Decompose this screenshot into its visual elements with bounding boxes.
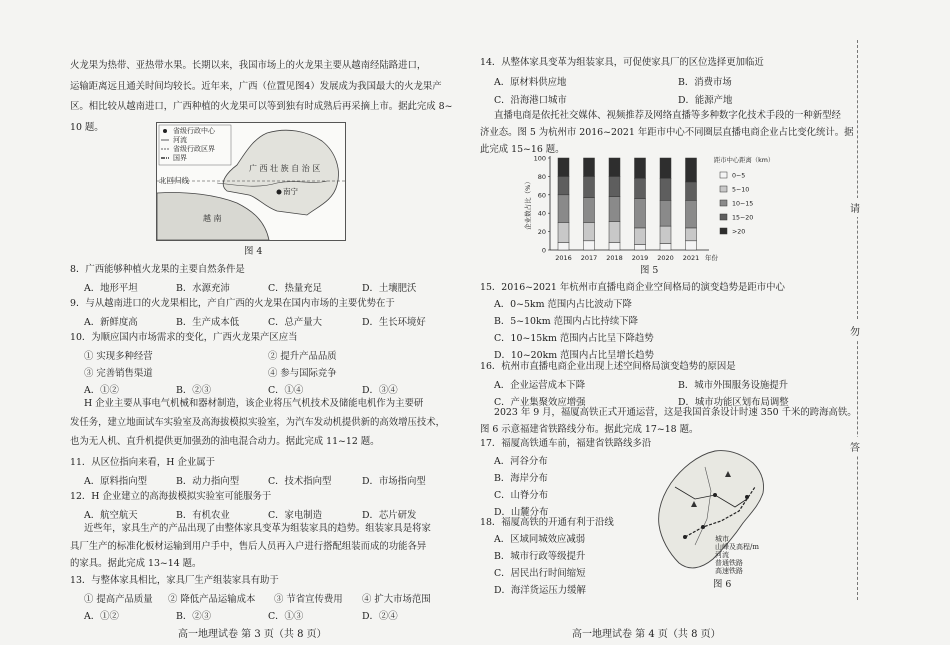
q18-option-c[interactable]: C．居民出行时间缩短 <box>494 568 586 579</box>
legend-city: 城市 <box>715 535 729 543</box>
bar-segment <box>686 241 697 250</box>
map-label-tropic: 北回归线 <box>159 176 189 185</box>
intro-line: H 企业主要从事电气机械和器材制造，该企业将压气机技术及储能电机作为主要研 <box>84 398 424 409</box>
intro-h-company <box>70 394 445 451</box>
bar-segment <box>558 222 569 242</box>
q16-option-d[interactable]: D．城市功能区划布局调整 <box>678 397 789 408</box>
q13-option-c[interactable]: C．①③ <box>268 611 304 622</box>
bar-segment <box>686 158 697 182</box>
q18-stem: 18．福厦高铁的开通有利于沿线 <box>480 517 614 528</box>
margin-char: 请 <box>850 198 860 217</box>
intro-line: 运输距离远且通关时间均较长。近年来，广西（位置见图4）发展成为我国最大的火龙果产 <box>70 80 442 92</box>
x-tick-label: 2018 <box>606 254 623 262</box>
q13-item: ③ 节省宣传费用 <box>274 594 343 605</box>
figure-6-caption: 图 6 <box>713 579 732 590</box>
q8-option-b[interactable]: B．水源充沛 <box>176 283 230 294</box>
q13-item: ② 降低产品运输成本 <box>168 594 256 605</box>
q10-option-b[interactable]: B．②③ <box>176 385 212 396</box>
legend-swatch <box>720 172 727 178</box>
bar-segment <box>558 195 569 223</box>
bar-segment <box>635 244 646 250</box>
x-tick-label: 2019 <box>631 254 649 262</box>
q17-option-c[interactable]: C．山脊分布 <box>494 490 549 501</box>
bar-segment <box>558 158 569 176</box>
x-tick-label: 2020 <box>657 254 674 262</box>
q12-option-c[interactable]: C．家电制造 <box>268 510 323 521</box>
right-footer: 高一地理试卷 第 4 页（共 8 页） <box>572 629 721 640</box>
x-axis-label: 年份 <box>705 254 718 262</box>
legend-swatch <box>720 200 727 206</box>
q8-option-c[interactable]: C．热量充足 <box>268 283 323 294</box>
q9-option-d[interactable]: D．生长环境好 <box>362 317 426 328</box>
left-page <box>0 0 470 645</box>
legend-title: 距市中心距离（km） <box>714 157 775 164</box>
q13-option-d[interactable]: D．②④ <box>362 611 398 622</box>
q12-stem: 12．H 企业建立的高海拔模拟实验室可能服务于 <box>70 491 272 502</box>
q11-option-d[interactable]: D．市场指向型 <box>362 476 426 487</box>
q12-option-b[interactable]: B．有机农业 <box>176 510 230 521</box>
map-label-nanning: 南宁 <box>283 187 298 196</box>
bar-segment <box>686 228 697 241</box>
q10-item: ④ 参与国际竞争 <box>268 368 337 379</box>
q9-option-b[interactable]: B．生产成本低 <box>176 317 240 328</box>
bar-segment <box>686 200 697 228</box>
q11-option-b[interactable]: B．动力指向型 <box>176 476 240 487</box>
y-tick-label: 20 <box>537 228 546 237</box>
figure-5-caption: 图 5 <box>640 265 659 276</box>
q14-option-a[interactable]: A．原材料供应地 <box>494 77 567 88</box>
q17-option-a[interactable]: A．河谷分布 <box>494 456 548 467</box>
intro-line: 10 题。 <box>70 121 104 133</box>
intro-line: 火龙果为热带、亚热带水果。长期以来，我国市场上的火龙果主要从越南经陆路进口， <box>70 60 427 71</box>
y-axis-label: 企业数占比（%） <box>524 178 532 230</box>
y-tick-label: 80 <box>537 172 546 181</box>
legend-swatch <box>720 214 727 220</box>
intro-line: 济业态。图 5 为杭州市 2016~2021 年距市中心不同圈层直播电商企业占比变化统计。据 <box>480 127 854 138</box>
bar-segment <box>584 158 595 176</box>
q12-option-d[interactable]: D．芯片研发 <box>362 510 417 521</box>
legend-capital: 省级行政中心 <box>173 127 215 135</box>
legend-swatch <box>720 186 727 192</box>
left-footer: 高一地理试卷 第 3 页（共 8 页） <box>178 629 327 640</box>
figure-6-map <box>655 447 785 575</box>
intro-line: 的家具。据此完成 13~14 题。 <box>70 558 202 569</box>
map-label-region: 广 西 壮 族 自 治 区 <box>249 164 321 173</box>
q8-option-a[interactable]: A．地形平坦 <box>84 283 138 294</box>
q17-option-d[interactable]: D．山麓分布 <box>494 507 549 518</box>
q14-stem: 14．从整体家具变革为组装家具，可促使家具厂的区位选择更加临近 <box>480 57 764 68</box>
bar-segment <box>660 200 671 226</box>
legend-border: 国界 <box>173 154 187 162</box>
q13-item: ① 提高产品质量 <box>84 594 153 605</box>
q14-option-c[interactable]: C．沿海港口城市 <box>494 95 567 106</box>
q11-option-a[interactable]: A．原料指向型 <box>84 476 148 487</box>
q16-option-b[interactable]: B．城市外围服务设施提升 <box>678 380 789 391</box>
bar-segment <box>609 158 620 176</box>
bar-segment <box>635 228 646 245</box>
q10-option-d[interactable]: D．③④ <box>362 385 398 396</box>
q12-option-a[interactable]: A．航空航天 <box>84 510 138 521</box>
bar-segment <box>584 222 595 240</box>
bar-segment <box>660 226 671 243</box>
bar-segment <box>609 197 620 222</box>
bar-segment <box>686 182 697 200</box>
y-tick-label: 100 <box>533 154 546 163</box>
legend-label: 10~15 <box>732 200 754 208</box>
q11-option-c[interactable]: C．技术指向型 <box>268 476 332 487</box>
q17-option-b[interactable]: B．海岸分布 <box>494 473 548 484</box>
q18-option-b[interactable]: B．城市行政等级提升 <box>494 551 586 562</box>
q10-item: ③ 完善销售渠道 <box>84 368 153 379</box>
margin-char: 勿 <box>850 321 860 340</box>
q9-stem: 9．与从越南进口的火龙果相比，产自广西的火龙果在国内市场的主要优势在于 <box>70 298 395 309</box>
legend-normal-rail: 普通铁路 <box>715 559 743 567</box>
intro-line: 发任务，建立地面试车实验室及高海拔模拟实验室，为汽车发动机提供新的高效增压技术， <box>70 417 446 428</box>
intro-line: 也为无人机、直升机提供更加强劲的油电混合动力。据此完成 11~12 题。 <box>70 436 380 447</box>
q16-option-a[interactable]: A．企业运营成本下降 <box>494 380 586 391</box>
bar-segment <box>584 176 595 197</box>
legend-swatch <box>720 228 727 234</box>
bar-segment <box>635 158 646 178</box>
q13-option-b[interactable]: B．②③ <box>176 611 212 622</box>
legend-river: 河流 <box>173 136 187 144</box>
map-label-vietnam: 越 南 <box>203 214 222 223</box>
legend-label: 15~20 <box>732 214 754 222</box>
legend-label: 0~5 <box>732 172 746 180</box>
y-tick-label: 40 <box>537 209 546 218</box>
q15-option-d[interactable]: D．10~20km 范围内占比呈增长趋势 <box>494 350 654 361</box>
right-page <box>470 0 950 645</box>
q10-item: ② 提升产品品质 <box>268 351 337 362</box>
intro-line: 直播电商是依托社交媒体、视频推荐及网络直播等多种数字化技术手段的一种新型经 <box>494 110 841 121</box>
q13-item: ④ 扩大市场范围 <box>362 594 431 605</box>
figure-4-map <box>156 122 346 241</box>
figure-4-caption: 图 4 <box>244 246 263 257</box>
legend-label: 5~10 <box>732 186 750 194</box>
intro-line: 近些年，家具生产的产品出现了由整体家具变革为组装家具的趋势。组装家具是将家 <box>84 523 431 534</box>
intro-line: 图 6 示意福建省铁路线分布。据此完成 17~18 题。 <box>480 424 699 435</box>
bar-segment <box>660 178 671 200</box>
intro-railway <box>480 404 857 438</box>
bar-segment <box>584 198 595 223</box>
figure-5-chart <box>520 148 820 268</box>
intro-furniture <box>70 520 431 573</box>
q8-option-d[interactable]: D．土壤肥沃 <box>362 283 417 294</box>
legend-highspeed-rail: 高速铁路 <box>715 567 743 575</box>
x-tick-label: 2016 <box>555 254 572 262</box>
q13-stem: 13．与整体家具相比，家具厂生产组装家具有助于 <box>70 575 279 586</box>
bar-segment <box>558 176 569 194</box>
q15-stem: 15．2016~2021 年杭州市直播电商企业空间格局的演变趋势是距市中心 <box>480 282 785 293</box>
q18-option-a[interactable]: A．区域同城效应减弱 <box>494 534 586 545</box>
intro-line: 2023 年 9 月，福厦高铁正式开通运营，这是我国首条设计时速 350 千米的跨海高铁。 <box>494 407 857 418</box>
legend-river: 河流 <box>715 551 729 559</box>
q17-stem: 17．福厦高铁通车前，福建省铁路线多沿 <box>480 438 652 449</box>
bar-segment <box>609 221 620 242</box>
x-tick-label: 2017 <box>580 254 598 262</box>
q10-stem: 10．为顺应国内市场需求的变化，广西火龙果产区应当 <box>70 332 298 343</box>
bar-segment <box>584 241 595 250</box>
y-tick-label: 60 <box>537 191 546 200</box>
bar-segment <box>660 158 671 178</box>
bar-segment <box>635 178 646 198</box>
legend-label: >20 <box>732 228 746 236</box>
legend-peak: 山峰及高程/m <box>715 543 759 551</box>
bar-segment <box>635 198 646 227</box>
bar-segment <box>660 244 671 250</box>
intro-line: 区。相比较从越南进口，广西种植的火龙果可以等到独有时成熟后再采摘上市。据此完成 8~ <box>70 101 453 112</box>
q15-option-c[interactable]: C．10~15km 范围内占比呈下降趋势 <box>494 333 654 344</box>
q18-option-d[interactable]: D．海洋货运压力缓解 <box>494 585 586 596</box>
q10-option-c[interactable]: C．①④ <box>268 385 304 396</box>
q9-option-c[interactable]: C．总产量大 <box>268 317 323 328</box>
intro-line: 具厂生产的标准化板材运输到用户手中，售后人员再入户进行搭配组装而成的功能各异 <box>70 540 427 552</box>
q11-stem: 11．从区位指向来看，H 企业属于 <box>70 457 215 468</box>
q13-option-a[interactable]: A．①② <box>84 611 119 622</box>
q15-option-b[interactable]: B．5~10km 范围内占比持续下降 <box>494 316 638 327</box>
x-tick-label: 2021 <box>682 254 700 262</box>
q16-option-c[interactable]: C．产业集聚效应增强 <box>494 397 586 408</box>
q8-stem: 8．广西能够种植火龙果的主要自然条件是 <box>70 264 245 275</box>
bar-segment <box>609 176 620 196</box>
q14-option-b[interactable]: B．消费市场 <box>678 77 732 88</box>
binding-margin-line <box>857 40 858 600</box>
bar-segment <box>609 243 620 250</box>
legend-boundary: 省级行政区界 <box>173 145 215 153</box>
bar-segment <box>558 243 569 250</box>
intro-line: 此完成 15~16 题。 <box>480 144 565 155</box>
q16-stem: 16．杭州市直播电商企业出现上述空间格局演变趋势的原因是 <box>480 361 736 372</box>
q10-option-a[interactable]: A．①② <box>84 385 119 396</box>
margin-char: 答 <box>850 437 860 456</box>
q14-option-d[interactable]: D．能源产地 <box>678 95 733 106</box>
q9-option-a[interactable]: A．新鲜度高 <box>84 317 138 328</box>
q10-item: ① 实现多种经营 <box>84 351 153 362</box>
q15-option-a[interactable]: A．0~5km 范围内占比波动下降 <box>494 299 632 310</box>
y-tick-label: 0 <box>541 246 546 255</box>
